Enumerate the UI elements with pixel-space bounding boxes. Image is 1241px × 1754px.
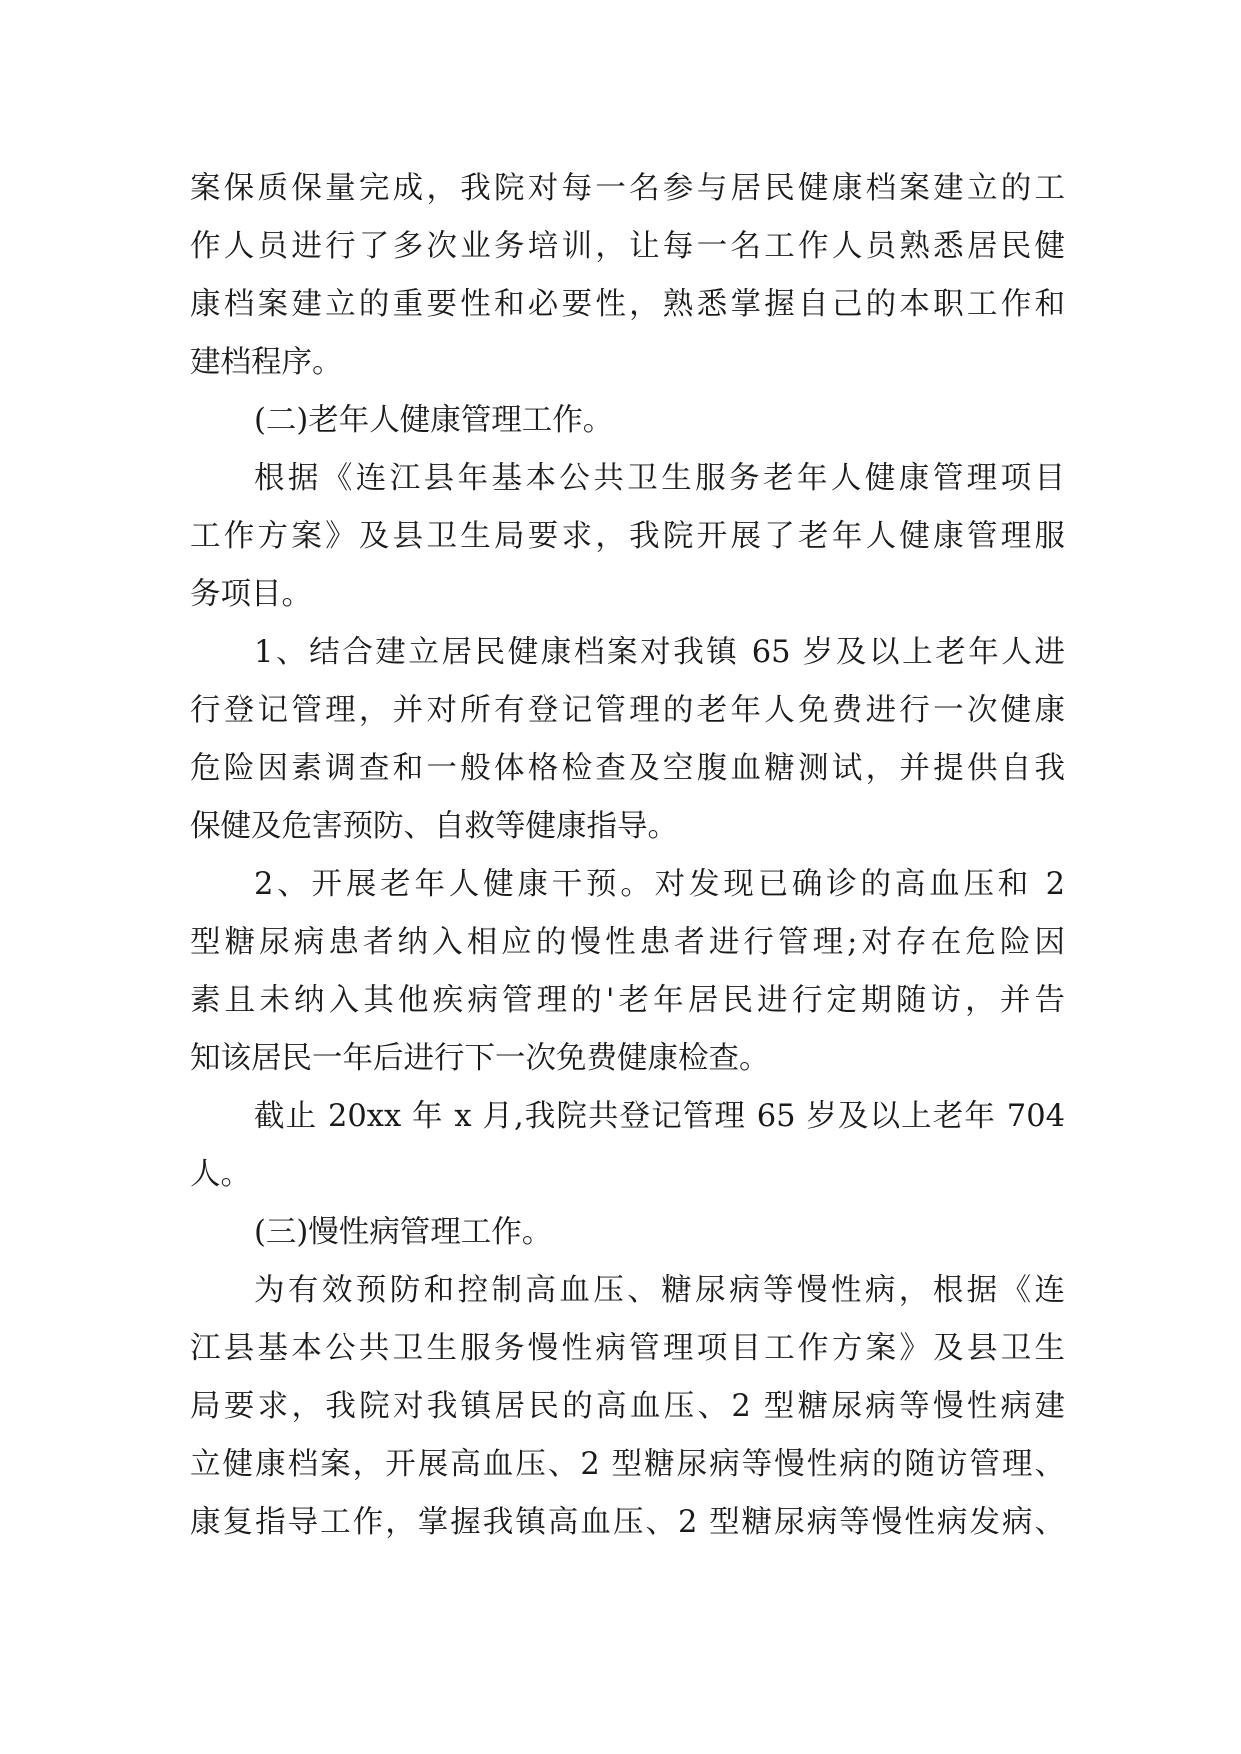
text-line: 1、结合建立居民健康档案对我镇 65 岁及以上老年人进 <box>254 635 1065 670</box>
text-line: 江县基本公共卫生服务慢性病管理项目工作方案》及县卫生 <box>190 1331 1065 1366</box>
text-line: 素且未纳入其他疾病管理的'老年居民进行定期随访，并告 <box>190 983 1065 1018</box>
section-heading: (二)老年人健康管理工作。 <box>254 403 614 438</box>
text-line: 建档程序。 <box>190 345 343 380</box>
text-line: 为有效预防和控制高血压、糖尿病等慢性病，根据《连 <box>254 1273 1065 1308</box>
text-line: 保健及危害预防、自救等健康指导。 <box>190 809 678 844</box>
text-line: 行登记管理，并对所有登记管理的老年人免费进行一次健康 <box>190 693 1065 728</box>
text-line: 立健康档案，开展高血压、2 型糖尿病等慢性病的随访管理、 <box>190 1447 1065 1482</box>
document-body <box>190 160 1065 1552</box>
text-line: 案保质保量完成，我院对每一名参与居民健康档案建立的工 <box>190 171 1065 206</box>
text-line: 截止 20xx 年 x 月,我院共登记管理 65 岁及以上老年 704 <box>254 1099 1065 1134</box>
text-line: 康档案建立的重要性和必要性，熟悉掌握自己的本职工作和 <box>190 287 1065 322</box>
text-line: 人。 <box>190 1157 251 1192</box>
section-heading: (三)慢性病管理工作。 <box>254 1215 553 1250</box>
text-line: 康复指导工作，掌握我镇高血压、2 型糖尿病等慢性病发病、 <box>190 1505 1065 1540</box>
text-line: 知该居民一年后进行下一次免费健康检查。 <box>190 1041 770 1076</box>
text-line: 根据《连江县年基本公共卫生服务老年人健康管理项目 <box>254 461 1065 496</box>
text-line: 危险因素调查和一般体格检查及空腹血糖测试，并提供自我 <box>190 751 1065 786</box>
text-line: 型糖尿病患者纳入相应的慢性患者进行管理;对存在危险因 <box>190 925 1065 960</box>
text-line: 工作方案》及县卫生局要求，我院开展了老年人健康管理服 <box>190 519 1065 554</box>
text-line: 务项目。 <box>190 577 312 612</box>
text-line: 2、开展老年人健康干预。对发现已确诊的高血压和 2 <box>254 867 1065 902</box>
text-line: 局要求，我院对我镇居民的高血压、2 型糖尿病等慢性病建 <box>190 1389 1065 1424</box>
text-line: 作人员进行了多次业务培训，让每一名工作人员熟悉居民健 <box>190 229 1065 264</box>
